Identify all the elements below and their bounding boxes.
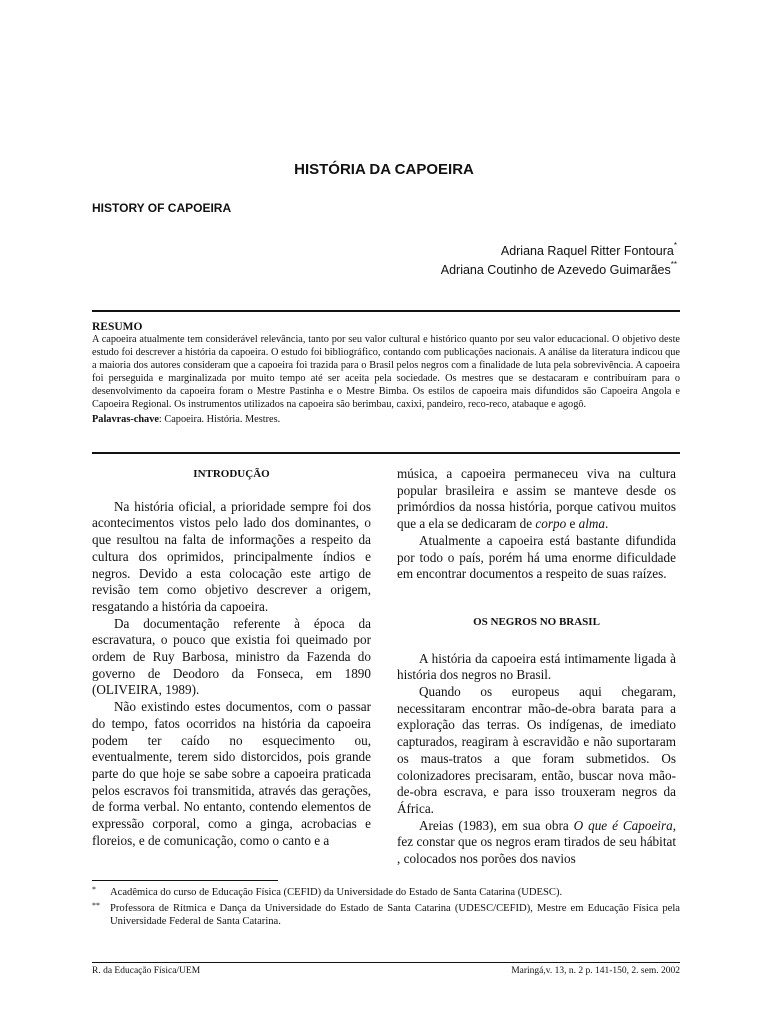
journal-name: R. da Educação Física/UEM [92,966,201,976]
abstract [92,320,680,427]
abstract-bottom-rule [92,452,680,454]
citation-info: Maringá,v. 13, n. 2 p. 141-150, 2. sem. 2002 [511,966,680,976]
keywords-list: : Capoeira. História. Mestres. [158,414,281,426]
text-run: e [566,516,579,532]
footnotes [92,886,680,931]
footnote-mark: ** [92,900,100,910]
book-title: O que é Capoeira [573,817,673,833]
author-1 [441,240,677,259]
footnote-text: Professora de Rítmica e Dança da Universidade do Estado de Santa Catarina (UDESC/CEFID), Mestre em Educação Física pela Universidade Federal de Santa Catarina. [110,902,680,927]
footnote-text: Acadêmica do curso de Educação Física (CEFID) da Universidade do Estado de Santa Catarina (UDESC). [110,887,563,898]
paper-title-english: HISTORY OF CAPOEIRA [92,201,232,215]
left-column [92,466,371,849]
emphasis: alma [578,516,606,532]
right-column [397,466,676,868]
paragraph: A história da capoeira está intimamente ligada à história dos negros no Brasil. [397,650,676,683]
author-name: Adriana Coutinho de Azevedo Guimarães [440,263,671,278]
paragraph: Da documentação referente à época da escravatura, o pouco que existia foi queimado por ordem de Ruy Barbosa, ministro da Fazenda do governo de Deodoro da Fonseca, em 1890 (OLIVEIRA, 1989). [92,615,371,698]
section-heading-negros-no-brasil: OS NEGROS NO BRASIL [473,615,600,628]
paragraph: Atualmente a capoeira está bastante difundida por todo o país, porém há uma enorme dificuldade em encontrar documentos a respeito de suas raízes. [397,532,676,582]
text-run: , fez constar que os negros eram tirados de seu hábitat , colocados nos porões dos navios [397,817,676,867]
section-heading-introducao: INTRODUÇÃO [193,468,270,480]
text-run: música, a capoeira permaneceu viva na cultura popular brasileira e assim se manteve desde os primórdios da nossa história, porque cativou muitos que a ela se dedicaram de [397,466,676,532]
author-footnote-mark: * [673,241,677,250]
abstract-text: A capoeira atualmente tem considerável relevância, tanto por seu valor cultural e histórico quanto por seu valor educacional. O objetivo deste estudo foi descrever a história da capoeira. O estudo foi bibliográfico, contando com publicações nacionais. A análise da literatura indicou que a maioria dos autores consideram que a capoeira foi trazida para o Brasil pelos negros com a finalidade de luta pela sobrevivência. A capoeira foi perseguida e marginalizada por muito tempo até ser aceita pela sociedade. Os mestres que se destacaram e contribuíram para o desenvolvimento da capoeira foram o Mestre Pastinha e o Mestre Bimba. Os estilos de capoeira mais difundidos são Capoeira Angola e Capoeira Regional. Os instrumentos utilizados na capoeira são berimbau, caxixi, pandeiro, reco-reco, atabaque e agogô. [92,334,680,410]
abstract-heading: RESUMO [92,321,143,333]
abstract-top-rule [92,310,680,312]
footnote [92,886,680,900]
paper-title: HISTÓRIA DA CAPOEIRA [294,161,474,178]
footnote [92,902,680,929]
paragraph [397,818,676,868]
keywords [92,414,680,427]
text-run: Areias (1983), em sua obra [419,817,574,833]
footnote-rule [92,880,278,881]
author-2 [441,259,677,278]
keywords-label: Palavras-chave [92,414,159,426]
paragraph: Não existindo estes documentos, com o passar do tempo, fatos ocorridos na história da capoeira podem ter caído no esquecimento ou, eventualmente, terem sido distorcidos, pois grande parte do que hoje se sabe sobre a capoeira praticada pelos escravos foi transmitida, através das gerações, de forma verbal. No entanto, contendo elementos de expressão corporal, como a ginga, acrobacias e floreios, e de comunicação, como o canto e a [92,699,371,848]
paragraph: Quando os europeus aqui chegaram, necessitaram encontrar mão-de-obra barata para a exploração das terras. Os indígenas, de imediato capturados, reagiram à escravidão e não suportaram os maus-tratos a que foram submetidos. Os colonizadores precisaram, então, buscar nova mão-de-obra escrava, e para isso trouxeram negros da África. [397,684,676,816]
footer-rule [92,962,680,963]
paragraph [397,466,676,533]
author-block [441,240,677,278]
author-footnote-mark: ** [670,260,677,270]
paragraph: Na história oficial, a prioridade sempre foi dos acontecimentos vistos pelo lado dos dominantes, o que resultou na falta de informações a respeito da cultura dos oprimidos, principalmente índios e negros. Devido a esta colocação este artigo de revisão tem como objetivo descrever a origem, resgatando a história da capoeira. [92,498,371,614]
emphasis: corpo [535,516,567,532]
author-name: Adriana Raquel Ritter Fontoura [500,244,674,259]
footnote-mark: * [92,885,96,894]
text-run: . [605,516,609,532]
